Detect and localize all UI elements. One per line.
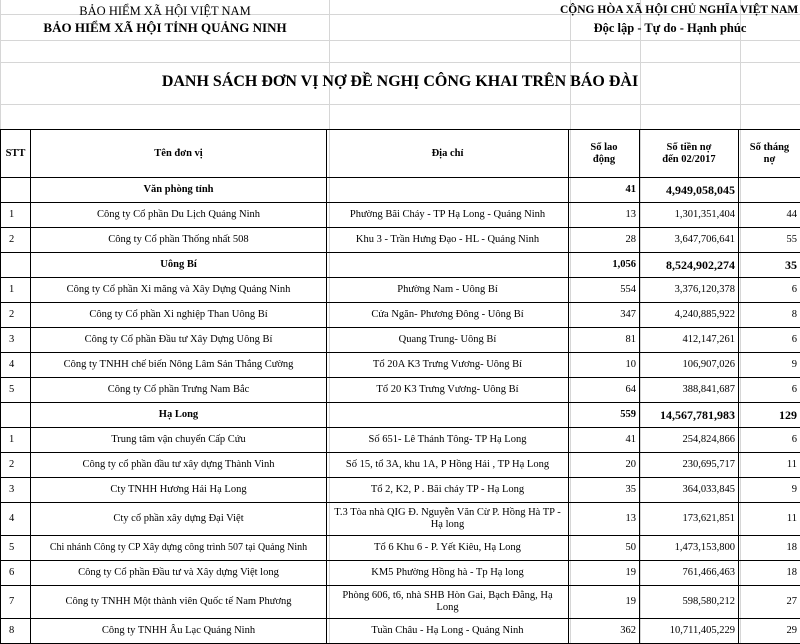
row-workers: 13	[569, 503, 640, 536]
row-months: 11	[739, 453, 800, 478]
table-row	[1, 586, 800, 619]
row-address: Số 651- Lê Thánh Tông- TP Hạ Long	[327, 428, 569, 453]
table-row	[1, 561, 800, 586]
row-months: 8	[739, 303, 800, 328]
row-months: 29	[739, 619, 800, 644]
row-unit-name: Công ty TNHH Âu Lạc Quảng Ninh	[31, 619, 327, 644]
row-stt: 7	[1, 586, 31, 619]
row-stt: 5	[1, 378, 31, 403]
page-title: DANH SÁCH ĐƠN VỊ NỢ ĐỀ NGHỊ CÔNG KHAI TRÊN BÁO ĐÀI	[161, 73, 639, 90]
row-unit-name: Công ty TNHH Một thành viên Quốc tế Nam Phương	[31, 586, 327, 619]
national-motto: CỘNG HÒA XÃ HỘI CHỦ NGHĨA VIỆT NAM	[560, 4, 799, 16]
table-row	[1, 328, 800, 353]
row-stt: 2	[1, 228, 31, 253]
row-workers: 19	[569, 561, 640, 586]
table-row	[1, 303, 800, 328]
row-address: Phường Nam - Uông Bí	[327, 278, 569, 303]
row-stt: 4	[1, 353, 31, 378]
row-unit-name: Cty cổ phần xây dựng Đại Việt	[31, 503, 327, 536]
row-workers: 64	[569, 378, 640, 403]
row-unit-name: Công ty TNHH chế biến Nông Lâm Sản Thắng Cường	[31, 353, 327, 378]
row-stt: 2	[1, 303, 31, 328]
row-workers: 20	[569, 453, 640, 478]
group-workers: 559	[569, 403, 640, 428]
table-row	[1, 353, 800, 378]
group-row	[1, 403, 800, 428]
row-debt: 364,033,845	[640, 478, 739, 503]
row-debt: 106,907,026	[640, 353, 739, 378]
row-workers: 81	[569, 328, 640, 353]
group-workers: 41	[569, 178, 640, 203]
row-debt: 412,147,261	[640, 328, 739, 353]
row-unit-name: Chi nhánh Công ty CP Xây dựng công trình 507 tại Quảng Ninh	[31, 536, 327, 561]
col-header-months: Số tháng nợ	[739, 130, 800, 178]
row-stt: 2	[1, 453, 31, 478]
col-header-debt: Số tiền nợ đến 02/2017	[640, 130, 739, 178]
table-row	[1, 278, 800, 303]
row-address: Cửa Ngăn- Phương Đông - Uông Bí	[327, 303, 569, 328]
row-address: Tổ 20 K3 Trưng Vương- Uông Bí	[327, 378, 569, 403]
group-name: Uông Bí	[31, 253, 327, 278]
row-months: 6	[739, 278, 800, 303]
row-unit-name: Công ty Cổ phần Đầu tư Xây Dựng Uông Bí	[31, 328, 327, 353]
group-row	[1, 253, 800, 278]
row-workers: 347	[569, 303, 640, 328]
row-unit-name: Công ty Cổ phần Xi nghiệp Than Uông Bí	[31, 303, 327, 328]
row-address: Tuần Châu - Hạ Long - Quảng Ninh	[327, 619, 569, 644]
row-address: Số 15, tổ 3A, khu 1A, P Hồng Hải , TP Hạ Long	[327, 453, 569, 478]
group-workers: 1,056	[569, 253, 640, 278]
row-address: KM5 Phường Hồng hà - Tp Hạ long	[327, 561, 569, 586]
table-row	[1, 378, 800, 403]
table-row	[1, 478, 800, 503]
row-workers: 13	[569, 203, 640, 228]
table-header-row	[1, 130, 800, 178]
row-workers: 35	[569, 478, 640, 503]
row-address: Phường Bãi Cháy - TP Hạ Long - Quảng Ninh	[327, 203, 569, 228]
row-debt: 388,841,687	[640, 378, 739, 403]
row-unit-name: Công ty Cổ phần Xi măng và Xây Dựng Quảng Ninh	[31, 278, 327, 303]
row-address: Phòng 606, t6, nhà SHB Hòn Gai, Bạch Đằng, Hạ Long	[327, 586, 569, 619]
row-address: Khu 3 - Trần Hưng Đạo - HL - Quảng Ninh	[327, 228, 569, 253]
row-workers: 19	[569, 586, 640, 619]
row-workers: 41	[569, 428, 640, 453]
group-row	[1, 178, 800, 203]
row-unit-name: Công ty Cổ phần Du Lịch Quảng Ninh	[31, 203, 327, 228]
group-months: 35	[739, 253, 800, 278]
row-debt: 761,466,463	[640, 561, 739, 586]
row-unit-name: Công ty Cổ phần Thống nhất 508	[31, 228, 327, 253]
col-header-name: Tên đơn vị	[31, 130, 327, 178]
table-row	[1, 536, 800, 561]
table-row	[1, 619, 800, 644]
row-unit-name: Công ty Cổ phần Đầu tư và Xây dựng Việt long	[31, 561, 327, 586]
national-slogan: Độc lập - Tự do - Hạnh phúc	[593, 21, 747, 35]
row-address: Tổ 6 Khu 6 - P. Yết Kiêu, Hạ Long	[327, 536, 569, 561]
debt-table	[0, 129, 800, 644]
group-debt: 4,949,058,045	[640, 178, 739, 203]
row-debt: 230,695,717	[640, 453, 739, 478]
table-row	[1, 428, 800, 453]
row-workers: 28	[569, 228, 640, 253]
group-months: 129	[739, 403, 800, 428]
row-unit-name: Công ty cổ phần đầu tư xây dựng Thành Vinh	[31, 453, 327, 478]
row-months: 6	[739, 328, 800, 353]
row-months: 18	[739, 561, 800, 586]
row-months: 6	[739, 428, 800, 453]
row-debt: 3,376,120,378	[640, 278, 739, 303]
row-address: Tổ 20A K3 Trưng Vương- Uông Bí	[327, 353, 569, 378]
row-debt: 173,621,851	[640, 503, 739, 536]
row-debt: 10,711,405,229	[640, 619, 739, 644]
row-months: 44	[739, 203, 800, 228]
row-workers: 554	[569, 278, 640, 303]
row-months: 11	[739, 503, 800, 536]
row-address: T.3 Tòa nhà QIG Đ. Nguyễn Văn Cừ P. Hồng Hà TP - Hạ long	[327, 503, 569, 536]
row-debt: 1,473,153,800	[640, 536, 739, 561]
row-address: Tổ 2, K2, P . Bãi cháy TP - Hạ Long	[327, 478, 569, 503]
group-months	[739, 178, 800, 203]
row-workers: 10	[569, 353, 640, 378]
row-stt: 4	[1, 503, 31, 536]
row-unit-name: Trung tâm vận chuyển Cấp Cứu	[31, 428, 327, 453]
col-header-workers: Số lao động	[569, 130, 640, 178]
row-stt: 6	[1, 561, 31, 586]
provincial-agency-name: BẢO HIỂM XÃ HỘI TỈNH QUẢNG NINH	[43, 20, 287, 35]
group-name: Hạ Long	[31, 403, 327, 428]
col-header-stt: STT	[1, 130, 31, 178]
table-row	[1, 228, 800, 253]
row-unit-name: Công ty Cổ phần Trưng Nam Bắc	[31, 378, 327, 403]
row-workers: 362	[569, 619, 640, 644]
group-name: Văn phòng tỉnh	[31, 178, 327, 203]
table-row	[1, 503, 800, 536]
row-stt: 3	[1, 328, 31, 353]
group-debt: 14,567,781,983	[640, 403, 739, 428]
row-stt: 1	[1, 428, 31, 453]
row-address: Quang Trung- Uông Bí	[327, 328, 569, 353]
row-months: 6	[739, 378, 800, 403]
row-debt: 254,824,866	[640, 428, 739, 453]
row-months: 9	[739, 478, 800, 503]
row-debt: 4,240,885,922	[640, 303, 739, 328]
row-months: 18	[739, 536, 800, 561]
row-months: 55	[739, 228, 800, 253]
row-unit-name: Cty TNHH Hương Hải Hạ Long	[31, 478, 327, 503]
row-debt: 3,647,706,641	[640, 228, 739, 253]
row-stt: 1	[1, 278, 31, 303]
group-debt: 8,524,902,274	[640, 253, 739, 278]
row-workers: 50	[569, 536, 640, 561]
row-stt: 8	[1, 619, 31, 644]
row-debt: 598,580,212	[640, 586, 739, 619]
row-debt: 1,301,351,404	[640, 203, 739, 228]
table-row	[1, 453, 800, 478]
row-stt: 1	[1, 203, 31, 228]
row-months: 9	[739, 353, 800, 378]
row-months: 27	[739, 586, 800, 619]
col-header-address: Địa chỉ	[327, 130, 569, 178]
table-row	[1, 203, 800, 228]
row-stt: 5	[1, 536, 31, 561]
agency-name: BẢO HIỂM XÃ HỘI VIỆT NAM	[79, 4, 251, 18]
row-stt: 3	[1, 478, 31, 503]
